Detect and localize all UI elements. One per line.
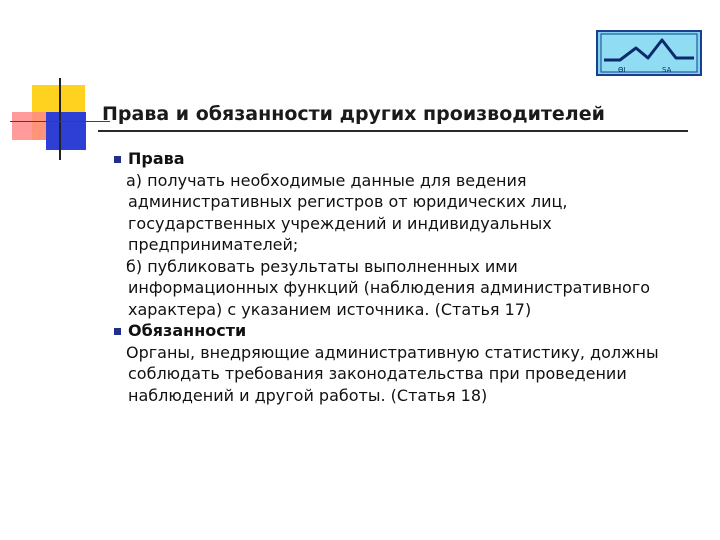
logo-label-right: SA — [662, 66, 672, 74]
slide-title: Права и обязанности других производителей — [102, 103, 605, 125]
title-underline — [98, 130, 688, 132]
logo — [596, 30, 702, 76]
bullet-item-duties — [112, 320, 702, 406]
decor-vertical-line — [59, 78, 61, 160]
decor-blue-square — [46, 112, 86, 150]
duties-paragraph — [112, 342, 702, 407]
square-bullet-icon — [114, 328, 121, 335]
text-line: предпринимателей; — [128, 235, 299, 254]
text-line: административных регистров от юридических лиц, — [128, 192, 568, 211]
text-line: б) публиковать результаты выполненных ими — [126, 256, 518, 276]
text-line: наблюдений и другой работы. (Статья 18) — [128, 385, 488, 405]
duties-heading: Обязанности — [128, 321, 247, 340]
rights-paragraph-b — [112, 256, 702, 321]
text-line: соблюдать требования законодательства при проведении — [128, 364, 627, 383]
decor-horizontal-line — [10, 121, 110, 122]
rights-paragraph-a — [112, 170, 702, 256]
rights-heading: Права — [128, 149, 185, 168]
logo-label-left: ΘI — [618, 66, 626, 74]
slide-content — [112, 148, 702, 406]
text-line: Органы, внедряющие административную статистику, должны — [126, 342, 659, 362]
text-line: характера) с указанием источника. (Статья 17) — [128, 299, 532, 319]
text-line: государственных учреждений и индивидуальных — [128, 213, 552, 233]
logo-graphic — [596, 30, 702, 76]
text-line: а) получать необходимые данные для ведения — [126, 170, 527, 190]
square-bullet-icon — [114, 156, 121, 163]
bullet-item-rights — [112, 148, 702, 320]
text-line: информационных функций (наблюдения административного — [128, 278, 651, 297]
